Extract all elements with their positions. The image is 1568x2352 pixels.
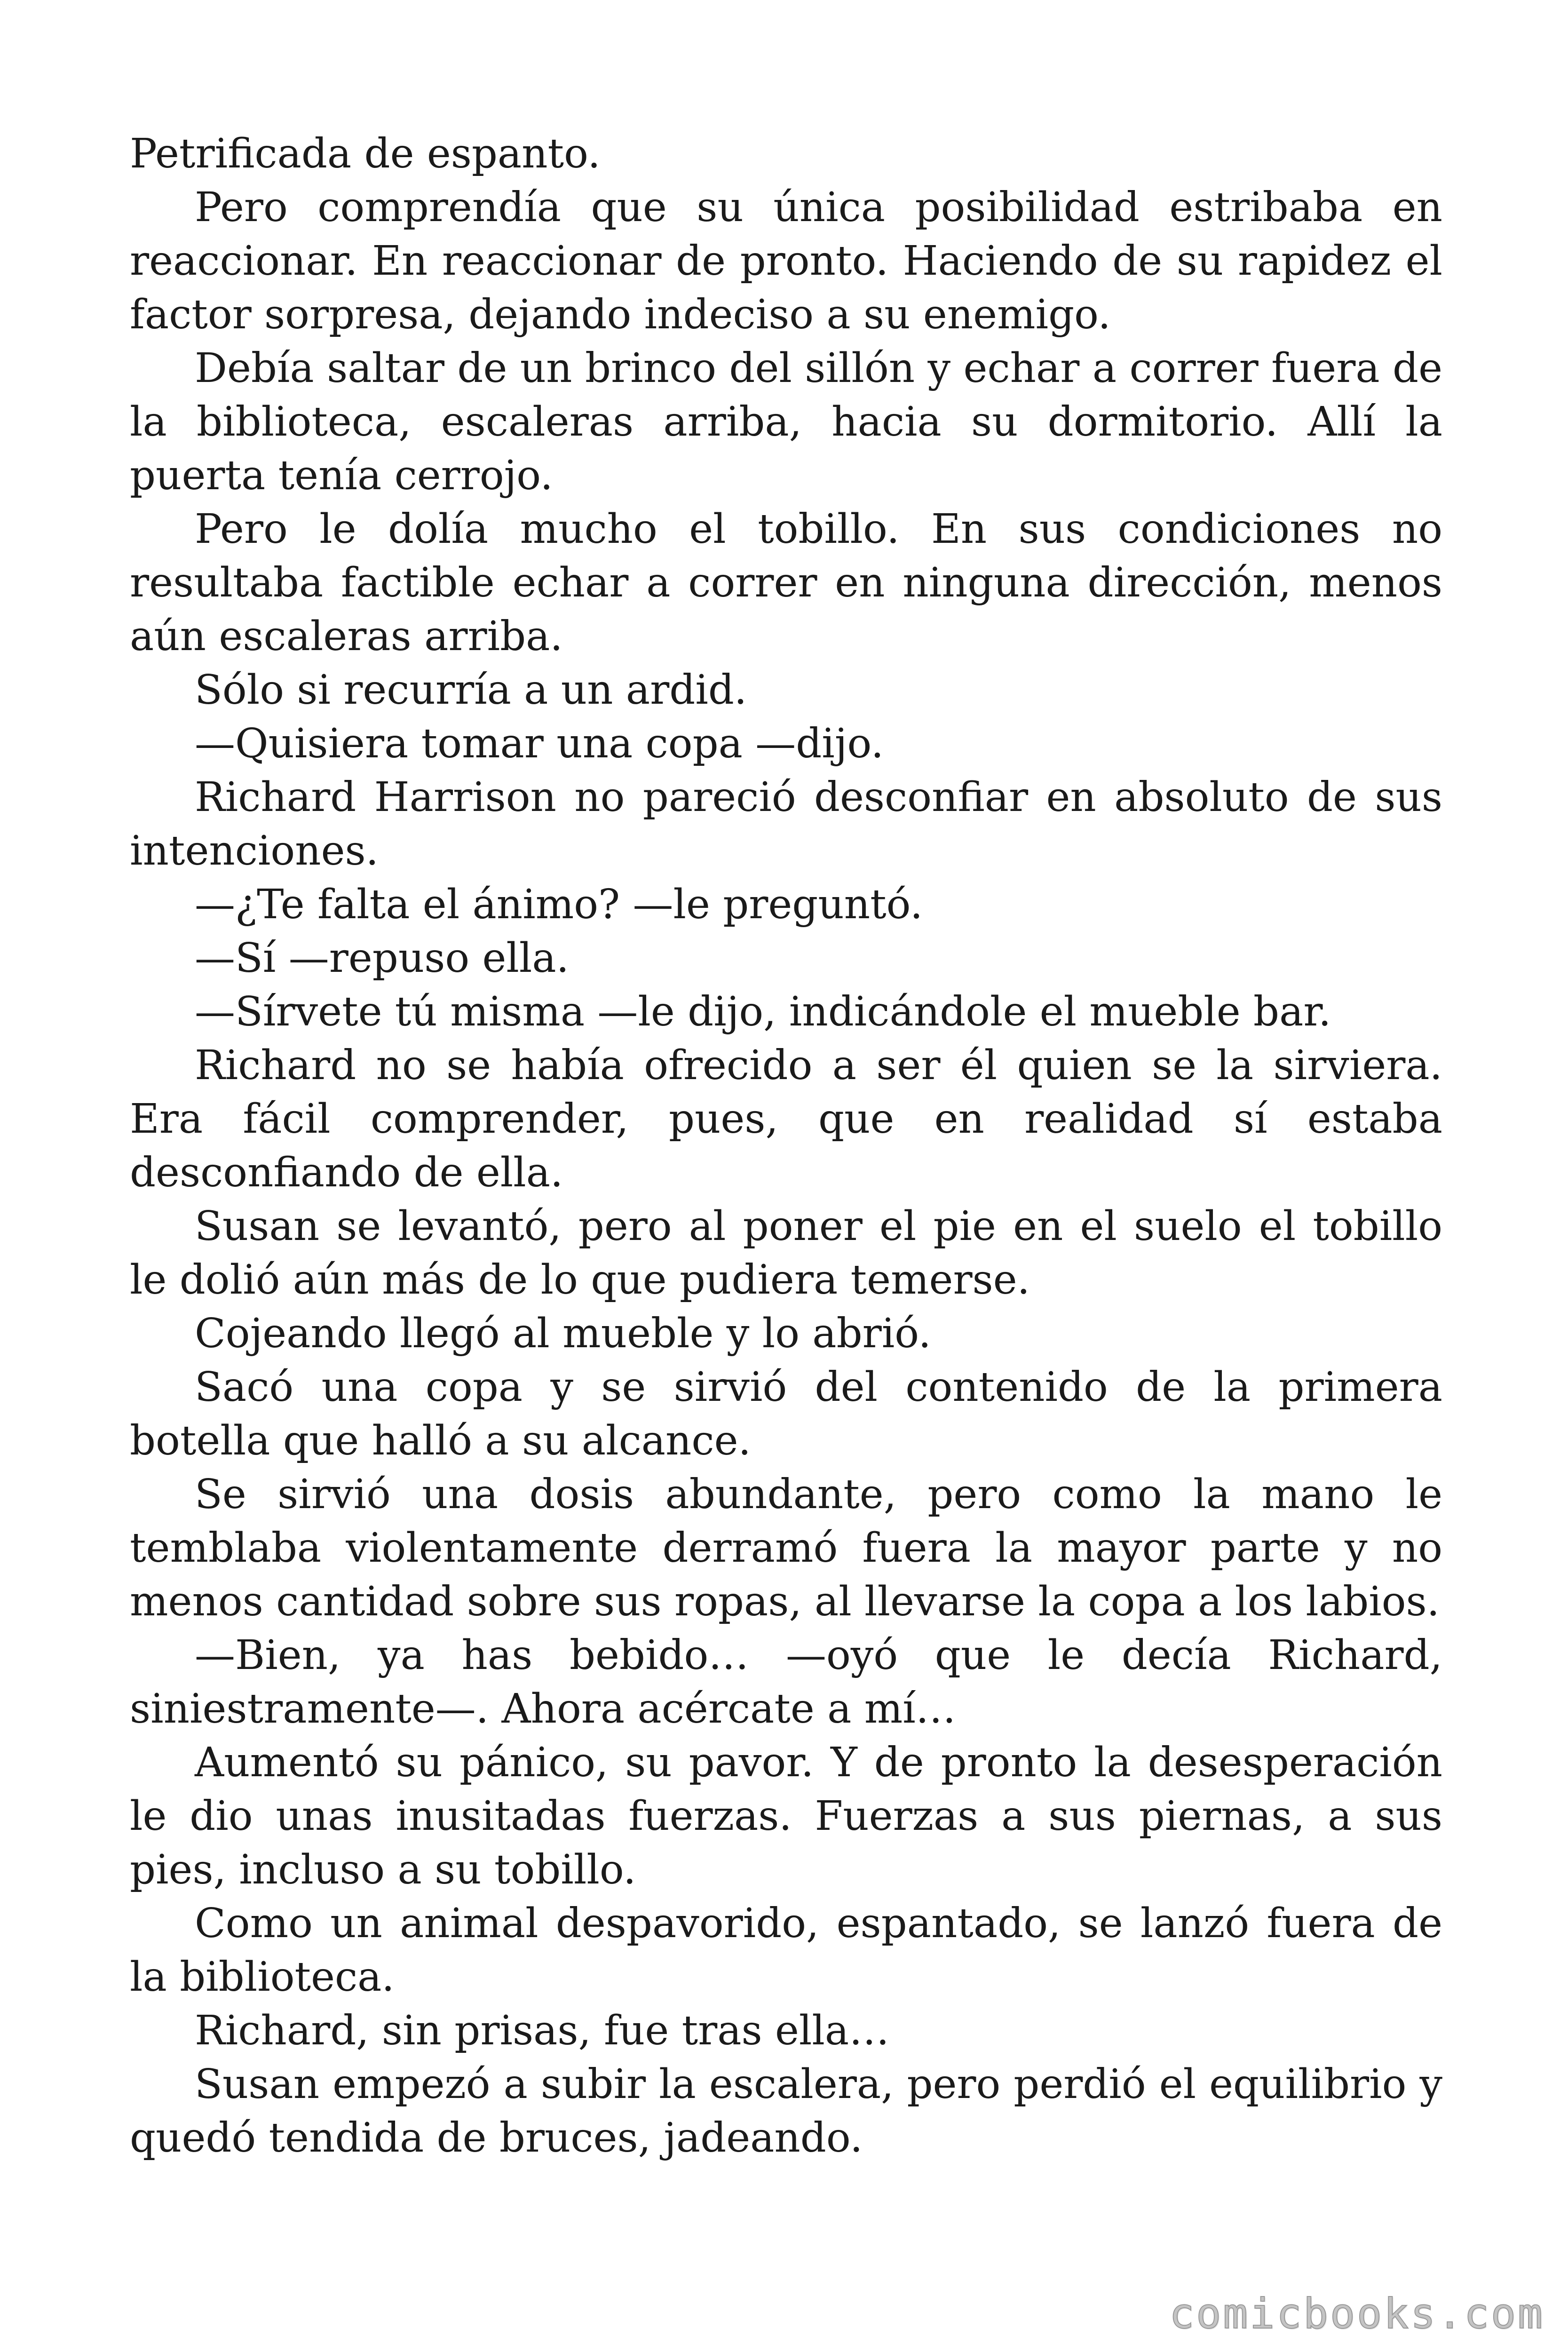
paragraph: Petrificada de espanto. xyxy=(130,130,601,177)
paragraph: Pero le dolía mucho el tobillo. En sus condiciones no resultaba factible echar a correr en ninguna dirección, menos aún escaleras arriba. xyxy=(130,506,1442,660)
paragraph: —Bien, ya has bebido… —oyó que le decía Richard, siniestramente—. Ahora acércate a mí… xyxy=(130,1632,1442,1732)
paragraph: Debía saltar de un brinco del sillón y echar a correr fuera de la biblioteca, escaleras arriba, hacia su dormitorio. Allí la puerta tenía cerrojo. xyxy=(130,345,1442,499)
paragraph: —Quisiera tomar una copa —dijo. xyxy=(195,720,884,767)
body-text xyxy=(130,127,1442,2165)
paragraph: Sólo si recurría a un ardid. xyxy=(195,667,747,714)
paragraph: —Sírvete tú misma —le dijo, indicándole el mueble bar. xyxy=(195,988,1331,1035)
paragraph: Cojeando llegó al mueble y lo abrió. xyxy=(195,1310,931,1357)
paragraph: Susan se levantó, pero al poner el pie en el suelo el tobillo le dolió aún más de lo que pudiera temerse. xyxy=(130,1203,1442,1303)
paragraph: Como un animal despavorido, espantado, se lanzó fuera de la biblioteca. xyxy=(130,1900,1442,2001)
paragraph: Pero comprendía que su única posibilidad estribaba en reaccionar. En reaccionar de pronto. Haciendo de su rapidez el factor sorpresa, dejando indeciso a su enemigo. xyxy=(130,184,1442,338)
paragraph: —¿Te falta el ánimo? —le preguntó. xyxy=(195,881,923,928)
paragraph: Richard Harrison no pareció desconfiar en absoluto de sus intenciones. xyxy=(130,774,1442,874)
paragraph: Se sirvió una dosis abundante, pero como la mano le temblaba violentamente derramó fuera la mayor parte y no menos cantidad sobre sus ropas, al llevarse la copa a los labios. xyxy=(130,1471,1442,1625)
paragraph: Susan empezó a subir la escalera, pero perdió el equilibrio y quedó tendida de bruces, jadeando. xyxy=(130,2061,1442,2161)
paragraph: Richard, sin prisas, fue tras ella… xyxy=(195,2007,890,2054)
paragraph: —Sí —repuso ella. xyxy=(195,935,569,982)
paragraph: Sacó una copa y se sirvió del contenido de la primera botella que halló a su alcance. xyxy=(130,1364,1442,1464)
watermark-logo: comicbooks.com xyxy=(1169,2289,1544,2338)
paragraph: Aumentó su pánico, su pavor. Y de pronto la desesperación le dio unas inusitadas fuerzas. Fuerzas a sus piernas, a sus pies, incluso a su tobillo. xyxy=(130,1739,1442,1893)
paragraph: Richard no se había ofrecido a ser él quien se la sirviera. Era fácil comprender, pues, que en realidad sí estaba desconfiando de ella. xyxy=(130,1042,1442,1196)
